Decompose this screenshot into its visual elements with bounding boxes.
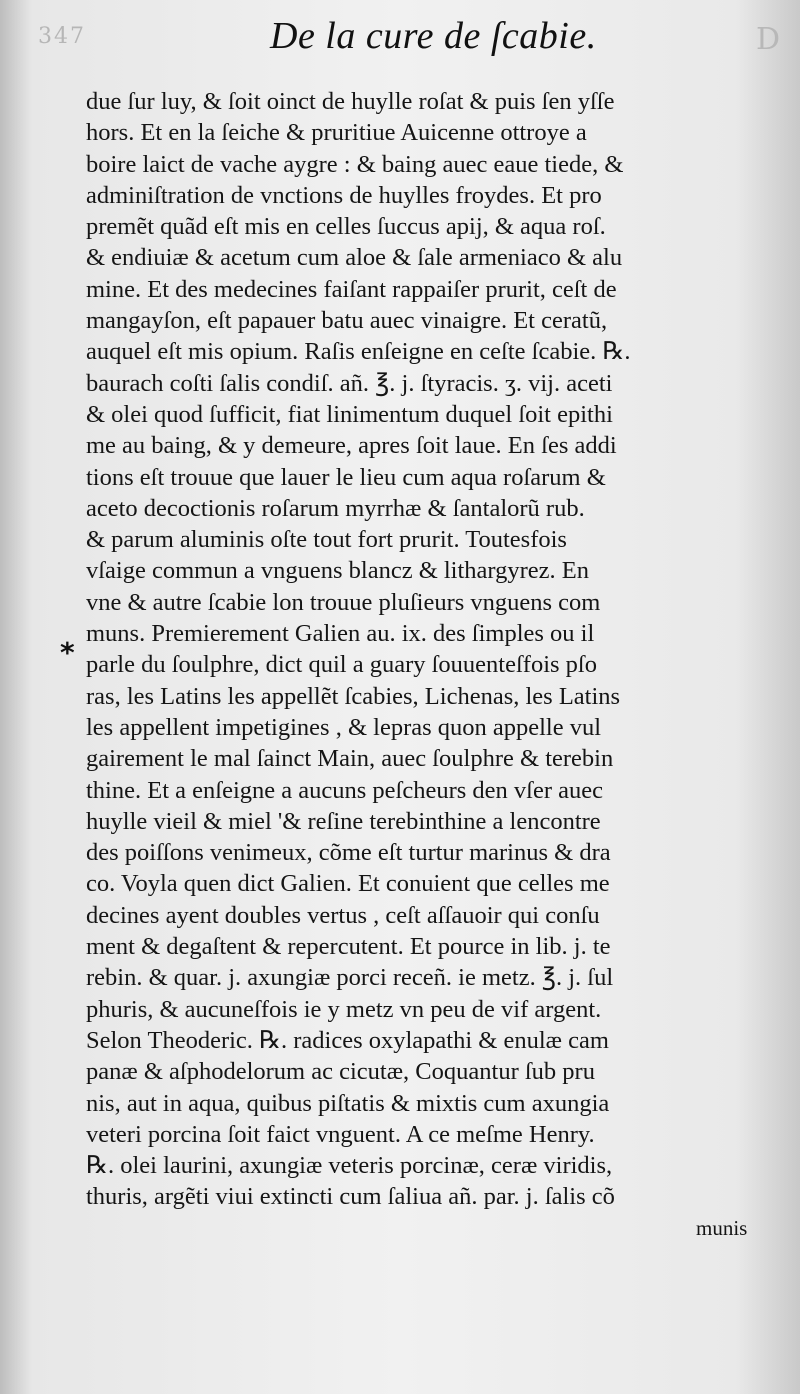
text-line: rebin. & quar. j. axungiæ porci receñ. ie metz. ℥. j. ſul — [86, 964, 614, 992]
text-line: aceto decoctionis roſarum myrrhæ & ſantalorũ rub. — [86, 494, 585, 522]
text-line: baurach coſti ſalis condiſ. añ. ℥. j. ſtyracis. ʒ. vij. aceti — [86, 369, 613, 397]
text-line: veteri porcina ſoit faict vnguent. A ce meſme Henry. — [86, 1120, 595, 1148]
text-line: panæ & aſphodelorum ac cicutæ, Coquantur ſub pru — [86, 1058, 595, 1086]
text-line: premẽt quãd eſt mis en celles ſuccus apij, & aqua roſ. — [86, 213, 606, 241]
text-line: vne & autre ſcabie lon trouue pluſieurs vnguens com — [86, 588, 601, 616]
text-line: & endiuiæ & acetum cum aloe & ſale armeniaco & alu — [86, 244, 623, 272]
text-line: & olei quod ſufficit, fiat linimentum duquel ſoit epithi — [86, 400, 613, 428]
text-line: ras, les Latins les appellẽt ſcabies, Lichenas, les Latins — [86, 682, 621, 710]
text-line: parle du ſoulphre, dict quil a guary ſouuenteſfois pſo — [86, 651, 597, 679]
text-line: Selon Theoderic. ℞. radices oxylapathi & enulæ cam — [86, 1026, 609, 1054]
text-line: co. Voyla quen dict Galien. Et conuient que celles me — [86, 870, 610, 898]
margin-asterisk-marker: * — [60, 636, 75, 669]
text-line: me au baing, & y demeure, apres ſoit laue. En ſes addi — [86, 432, 617, 460]
text-line: phuris, & aucuneſfois ie y metz vn peu de vif argent. — [86, 995, 602, 1023]
text-line: gairement le mal ſainct Main, auec ſoulphre & terebin — [86, 745, 614, 773]
text-line: munis — [696, 1215, 748, 1240]
text-line: hors. Et en la ſeiche & pruritiue Auicenne ottroye a — [86, 119, 587, 147]
bleed-through-letter: D — [756, 22, 781, 57]
body-text — [86, 86, 786, 1244]
text-line: vſaige commun a vnguens blancz & lithargyrez. En — [86, 557, 590, 585]
text-line: tions eſt trouue que lauer le lieu cum aqua roſarum & — [86, 463, 606, 491]
bleed-through-page-number: 347 — [38, 24, 86, 49]
text-line: les appellent impetigines , & lepras quon appelle vul — [86, 713, 602, 741]
text-line: adminiſtration de vnctions de huylles froydes. Et pro — [86, 181, 602, 209]
text-line: nis, aut in aqua, quibus piſtatis & mixtis cum axungia — [86, 1089, 610, 1117]
text-line: auquel eſt mis opium. Raſis enſeigne en ceſte ſcabie. ℞. — [86, 338, 631, 366]
text-line: ℞. olei laurini, axungiæ veteris porcinæ, ceræ viridis, — [86, 1152, 613, 1180]
text-line: thuris, argẽti viui extincti cum ſaliua añ. par. j. ſalis cõ — [86, 1183, 615, 1211]
text-line: mine. Et des medecines faiſant rappaiſer prurit, ceſt de — [86, 275, 617, 303]
text-line: & parum aluminis oſte tout fort prurit. Toutesfois — [86, 526, 567, 554]
text-line: thine. Et a enſeigne a aucuns peſcheurs den vſer auec — [86, 776, 603, 804]
running-head: De la cure de ſcabie. — [270, 15, 597, 57]
text-line: decines ayent doubles vertus , ceſt aſſauoir qui conſu — [86, 901, 600, 929]
text-line: des poiſſons venimeux, cõme eſt turtur marinus & dra — [86, 839, 611, 867]
text-line: huylle vieil & miel '& reſine terebinthine a lencontre — [86, 807, 601, 835]
text-line: due ſur luy, & ſoit oinct de huylle roſat & puis ſen yſſe — [86, 88, 615, 115]
text-line: boire laict de vache aygre : & baing auec eaue tiede, & — [86, 150, 624, 178]
text-line: muns. Premierement Galien au. ix. des ſimples ou il — [86, 620, 595, 648]
text-line: mangayſon, eſt papauer batu auec vinaigre. Et ceratũ, — [86, 307, 608, 335]
text-line: ment & degaſtent & repercutent. Et pource in lib. j. te — [86, 933, 611, 961]
